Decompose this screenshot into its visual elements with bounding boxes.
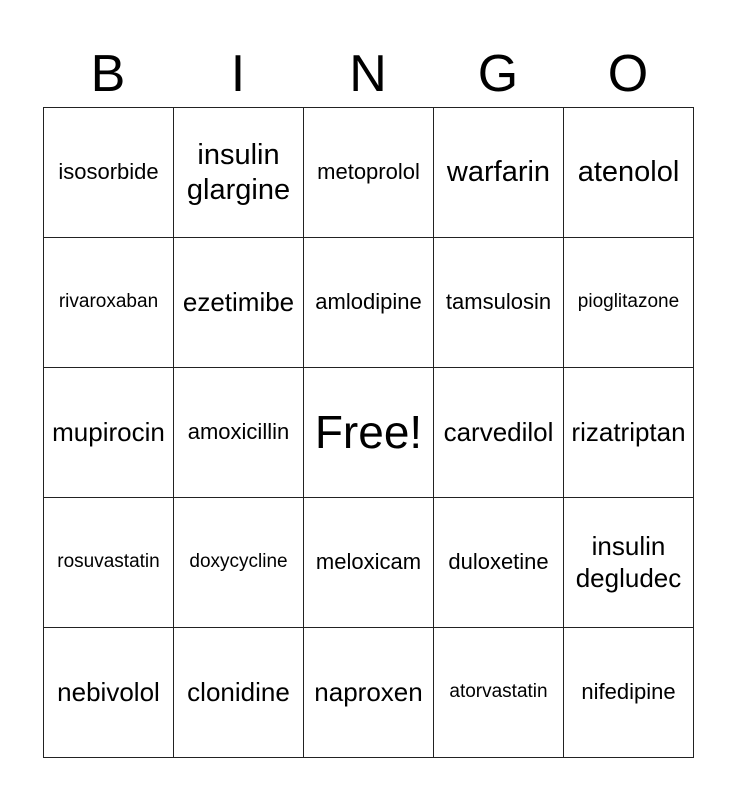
bingo-cell[interactable]: doxycycline [174, 498, 304, 628]
bingo-cell[interactable]: carvedilol [434, 368, 564, 498]
bingo-cell[interactable]: rizatriptan [564, 368, 694, 498]
bingo-cell[interactable]: insulin degludec [564, 498, 694, 628]
bingo-header [43, 40, 693, 108]
bingo-board [43, 107, 694, 758]
bingo-cell[interactable]: amoxicillin [174, 368, 304, 498]
bingo-cell[interactable]: naproxen [304, 628, 434, 758]
bingo-cell[interactable]: duloxetine [434, 498, 564, 628]
bingo-cell[interactable]: pioglitazone [564, 238, 694, 368]
bingo-cell[interactable]: isosorbide [44, 108, 174, 238]
bingo-cell[interactable]: insulin glargine [174, 108, 304, 238]
header-letter-i: I [230, 45, 246, 103]
bingo-cell[interactable]: ezetimibe [174, 238, 304, 368]
bingo-cell[interactable]: rivaroxaban [44, 238, 174, 368]
free-space-cell[interactable]: Free! [304, 368, 434, 498]
header-letter-b: B [90, 45, 126, 103]
header-letter-g: G [477, 45, 519, 103]
bingo-cell[interactable]: nebivolol [44, 628, 174, 758]
bingo-cell[interactable]: clonidine [174, 628, 304, 758]
bingo-cell[interactable]: nifedipine [564, 628, 694, 758]
header-letter-n: N [349, 45, 387, 103]
bingo-cell[interactable]: meloxicam [304, 498, 434, 628]
bingo-cell[interactable]: tamsulosin [434, 238, 564, 368]
bingo-cell[interactable]: atenolol [564, 108, 694, 238]
bingo-cell[interactable]: warfarin [434, 108, 564, 238]
bingo-cell[interactable]: rosuvastatin [44, 498, 174, 628]
bingo-cell[interactable]: amlodipine [304, 238, 434, 368]
bingo-cell[interactable]: atorvastatin [434, 628, 564, 758]
bingo-cell[interactable]: mupirocin [44, 368, 174, 498]
header-letter-o: O [607, 45, 649, 103]
bingo-cell[interactable]: metoprolol [304, 108, 434, 238]
